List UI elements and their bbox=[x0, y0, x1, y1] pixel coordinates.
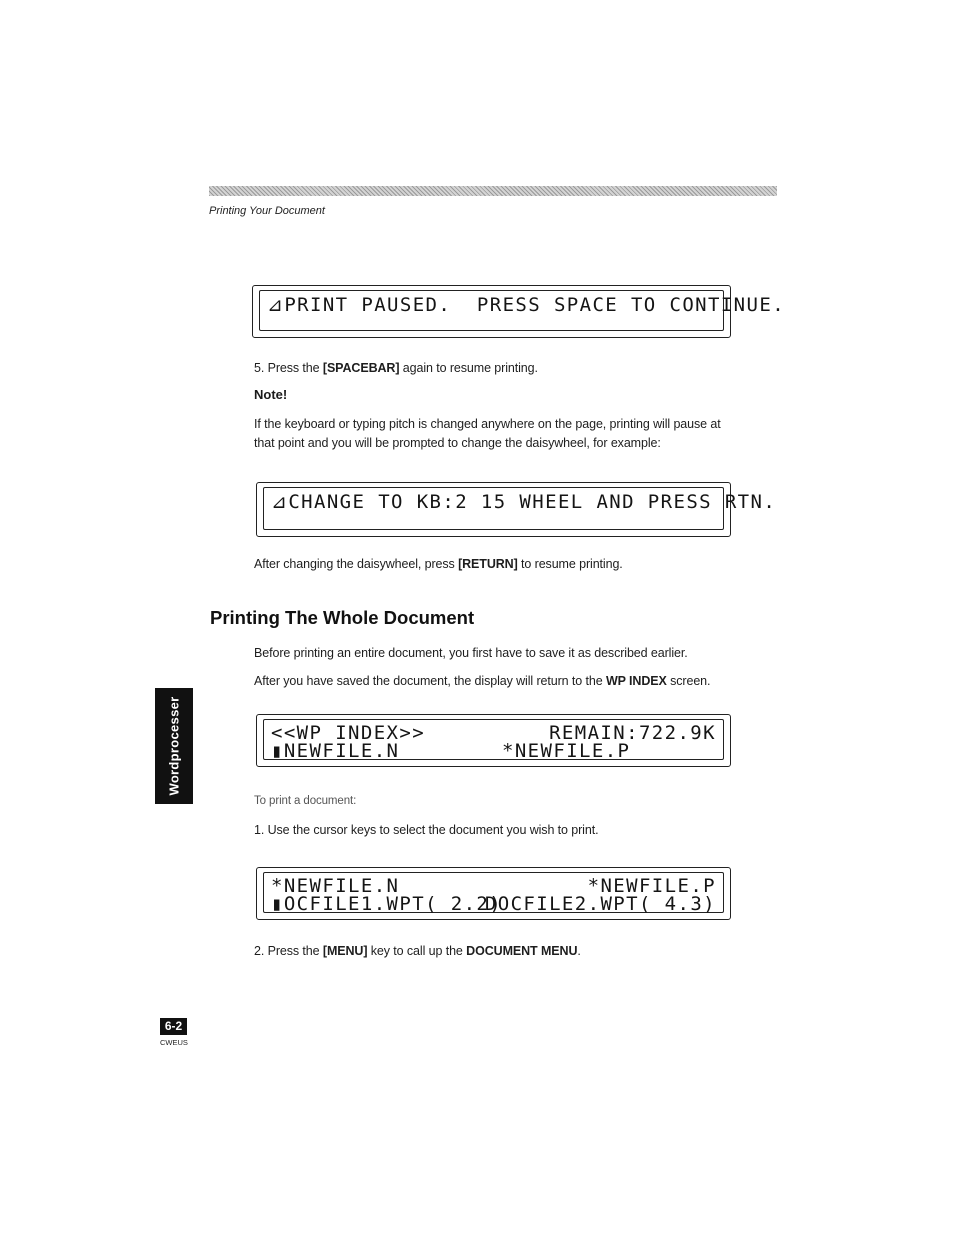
step-2-suffix: . bbox=[577, 944, 581, 958]
step-2-key2: DOCUMENT MENU bbox=[466, 944, 578, 958]
lcd-line-1-right: REMAIN:722.9K bbox=[549, 722, 716, 744]
lcd-line-2-right: *NEWFILE.P bbox=[502, 740, 631, 762]
after-change-key: [RETURN] bbox=[458, 557, 518, 571]
header-bar bbox=[209, 186, 777, 196]
lcd-screen-change-wheel bbox=[256, 482, 777, 537]
step-2-prefix: 2. Press the bbox=[254, 944, 323, 958]
after-change-text bbox=[254, 555, 734, 574]
note-text: If the keyboard or typing pitch is changed anywhere on the page, printing will pause at that point and you will be prompted to change the daisywheel, for example: bbox=[254, 417, 721, 450]
lcd-line-2-right: DOCFILE2.WPT( 4.3) bbox=[484, 893, 716, 915]
before-print-text: Before printing an entire document, you first have to save it as described earlier. bbox=[254, 646, 688, 660]
lcd-screen-wp-index bbox=[256, 714, 731, 767]
after-change-prefix: After changing the daisywheel, press bbox=[254, 557, 459, 571]
lcd-screen-file-select bbox=[256, 867, 731, 920]
after-save-prefix: After you have saved the document, the display will return to the bbox=[254, 674, 606, 688]
lcd-line-2-left: ▮NEWFILE.N bbox=[271, 740, 400, 762]
section-title: Printing The Whole Document bbox=[210, 607, 475, 628]
side-tab-label: Wordprocesser bbox=[166, 696, 182, 796]
running-header: Printing Your Document bbox=[209, 205, 325, 217]
step-5-key: [SPACEBAR] bbox=[322, 361, 400, 375]
lcd-line-1-right: *NEWFILE.P bbox=[587, 875, 716, 897]
lcd-line-1-left: *NEWFILE.N bbox=[271, 875, 400, 897]
step-5 bbox=[254, 359, 734, 378]
lcd-line-1-left: <<WP INDEX>> bbox=[271, 722, 426, 744]
after-save-key: WP INDEX bbox=[605, 674, 667, 688]
lcd-line-1: ⊿PRINT PAUSED. PRESS SPACE TO CONTINUE. bbox=[267, 294, 786, 316]
page-code: CWEUS bbox=[160, 1038, 188, 1047]
after-save-suffix: screen. bbox=[666, 674, 711, 688]
side-tab-wordprocesser bbox=[155, 688, 193, 804]
step-2 bbox=[254, 942, 734, 961]
step-5-suffix: again to resume printing. bbox=[399, 361, 538, 375]
after-save-text bbox=[254, 672, 734, 691]
step-2-mid: key to call up the bbox=[367, 944, 467, 958]
note-heading: Note! bbox=[254, 387, 288, 402]
step-2-key: [MENU] bbox=[322, 944, 368, 958]
step-1: 1. Use the cursor keys to select the document you wish to print. bbox=[254, 823, 599, 837]
to-print-text: To print a document: bbox=[254, 795, 357, 807]
page-number: 6-2 bbox=[160, 1018, 187, 1035]
after-change-suffix: to resume printing. bbox=[517, 557, 623, 571]
lcd-line-2-left: ▮OCFILE1.WPT( 2.2) bbox=[271, 893, 503, 915]
lcd-screen-print-paused bbox=[252, 285, 786, 338]
step-5-prefix: 5. Press the bbox=[254, 361, 323, 375]
lcd-line-1: ⊿CHANGE TO KB:2 15 WHEEL AND PRESS RTN. bbox=[271, 491, 777, 513]
